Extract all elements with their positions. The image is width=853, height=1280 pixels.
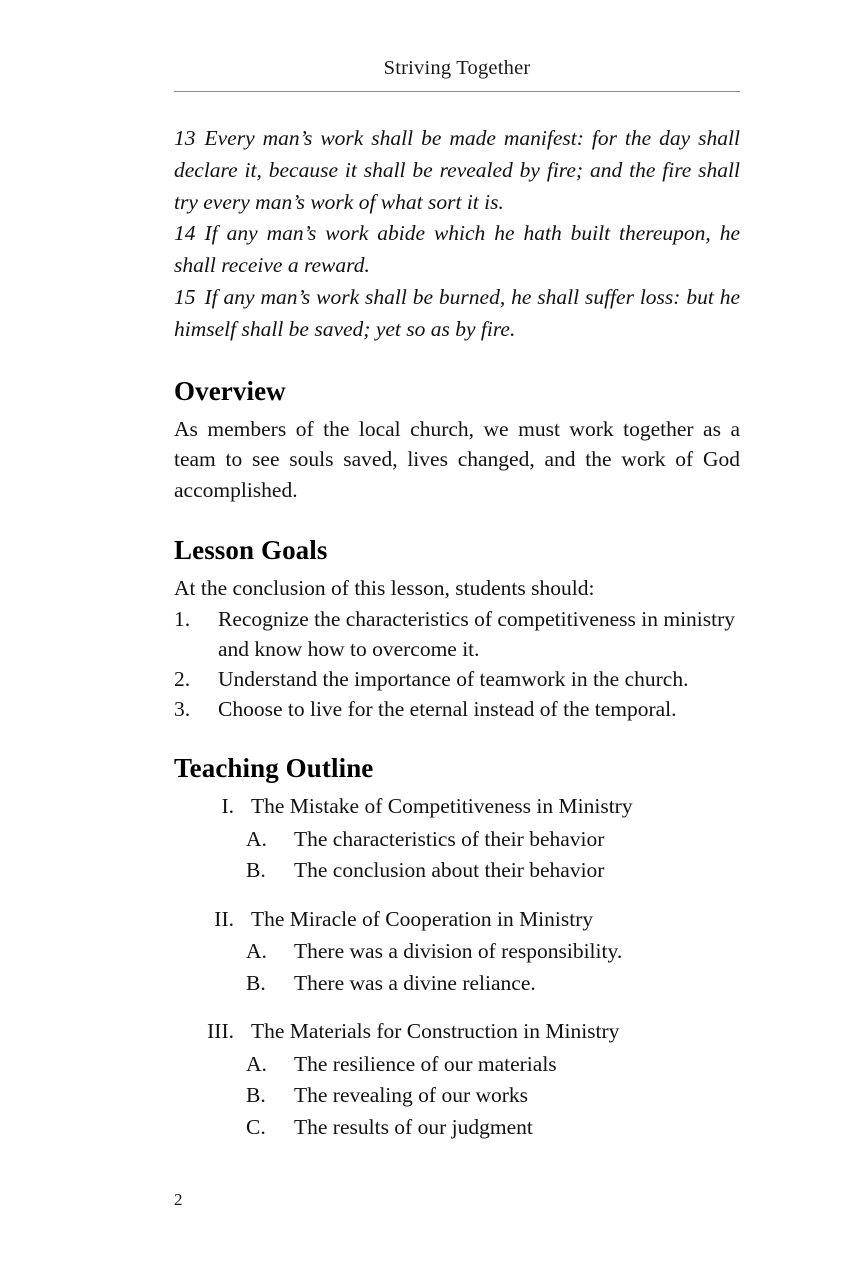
verse-text: If any man’s work shall be burned, he shall suffer loss: but he himself shall be saved; yet so as by fire. (174, 285, 740, 341)
outline-section-text: The Materials for Construction in Ministry (251, 1019, 620, 1044)
outline-subpoint-text: The conclusion about their behavior (294, 858, 605, 883)
outline-subpoint-number: B. (246, 1083, 266, 1108)
list-item-number: 2. (174, 666, 191, 691)
teaching-outline-list (174, 791, 740, 1142)
outline-section-number: III. (207, 1019, 234, 1044)
outline-section-text: The Miracle of Cooperation in Ministry (251, 906, 594, 931)
lesson-goals-lead-in: At the conclusion of this lesson, students should: (174, 576, 595, 601)
outline-subpoint-row (174, 855, 740, 886)
teaching-outline-heading: Teaching Outline (174, 753, 374, 784)
list-item (174, 665, 740, 694)
list-item (174, 695, 740, 724)
outline-subpoint-row (174, 1080, 740, 1111)
verse-text: Every man’s work shall be made manifest: for the day shall declare it, because it shall be revealed by fire; and the fire shall try every man’s work of what sort it is. (174, 126, 740, 214)
outline-subpoint-row (174, 936, 740, 967)
outline-subpoint-text: The resilience of our materials (294, 1051, 557, 1076)
outline-section (174, 904, 740, 999)
overview-paragraph: As members of the local church, we must work together as a team to see souls saved, lives changed, and the work of God accomplished. (174, 416, 740, 502)
outline-subpoint-number: C. (246, 1114, 266, 1139)
overview-heading: Overview (174, 375, 286, 406)
outline-section (174, 791, 740, 886)
scripture-verse (174, 282, 740, 346)
list-item-text: Understand the importance of teamwork in the church. (218, 666, 689, 691)
verse-number: 14 (174, 221, 196, 246)
page-content (174, 0, 740, 1143)
outline-subpoint-row (174, 968, 740, 999)
outline-subpoint-number: A. (246, 1051, 267, 1076)
list-item-text: Recognize the characteristics of competitiveness in ministry and know how to overcome it. (218, 607, 736, 661)
outline-subpoint-number: A. (246, 939, 267, 964)
outline-section-text: The Mistake of Competitiveness in Ministry (251, 794, 633, 819)
outline-subpoint-row (174, 824, 740, 855)
outline-subpoint-number: B. (246, 858, 266, 883)
list-item-number: 3. (174, 697, 191, 722)
scripture-passage (174, 123, 740, 346)
outline-subpoint-text: The characteristics of their behavior (294, 826, 605, 851)
outline-subpoint-text: There was a divine reliance. (294, 970, 536, 995)
outline-section (174, 1016, 740, 1142)
running-header: Striving Together (383, 57, 531, 79)
verse-text: If any man’s work abide which he hath built thereupon, he shall receive a reward. (174, 221, 740, 278)
page-number: 2 (174, 1190, 183, 1209)
outline-section-row (174, 791, 740, 822)
scripture-verse (174, 218, 740, 282)
scripture-verse (174, 123, 740, 218)
outline-section-number: I. (221, 794, 234, 819)
outline-section-row (174, 904, 740, 935)
header-rule (174, 91, 740, 92)
lesson-goals-heading: Lesson Goals (174, 535, 328, 566)
verse-number: 13 (174, 126, 196, 150)
outline-subpoint-row (174, 1112, 740, 1143)
outline-subpoint-text: The results of our judgment (294, 1114, 533, 1139)
outline-section-row (174, 1016, 740, 1047)
list-item-number: 1. (174, 607, 191, 632)
outline-subpoint-row (174, 1049, 740, 1080)
outline-section-number: II. (214, 906, 234, 931)
list-item-text: Choose to live for the eternal instead of the temporal. (218, 697, 677, 722)
outline-subpoint-number: B. (246, 970, 266, 995)
verse-number: 15 (174, 285, 196, 310)
outline-subpoint-number: A. (246, 826, 267, 851)
outline-subpoint-text: There was a division of responsibility. (294, 939, 623, 964)
list-item (174, 605, 740, 663)
outline-subpoint-text: The revealing of our works (294, 1083, 529, 1108)
lesson-goals-list (174, 605, 740, 724)
